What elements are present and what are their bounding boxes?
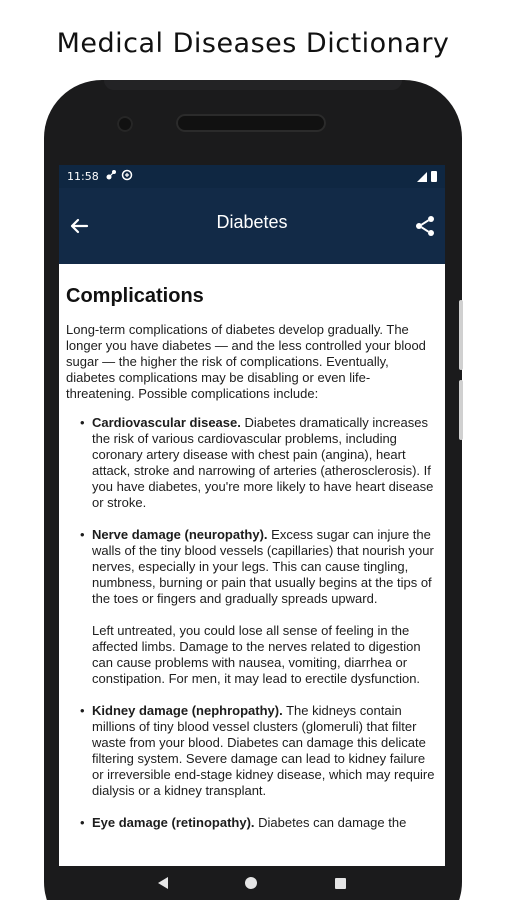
list-item-term: Cardiovascular disease. xyxy=(92,415,241,430)
list-item-text: Diabetes dramatically increases the risk of various cardiovascular problems, including coronary artery disease with chest pain (angina), heart attack, stroke and narrowing of arteries (atherosclerosis). If you have diabetes, you're more likely to have heart disease or stroke. xyxy=(92,415,434,510)
list-item-term: Nerve damage (neuropathy). xyxy=(92,527,268,542)
phone-bezel-highlight xyxy=(104,80,402,90)
complications-list xyxy=(66,415,437,831)
list-item xyxy=(92,527,437,687)
app-bar xyxy=(59,188,445,264)
list-item-extra: Left untreated, you could lose all sense of feeling in the affected limbs. Damage to the nerves related to digestion can cause problems with nausea, vomiting, diarrhea or constipation. For men, it may lead to erectile dysfunction. xyxy=(92,623,421,686)
list-item-text: Diabetes can damage the xyxy=(254,815,407,830)
list-item xyxy=(92,415,437,511)
system-nav-bar xyxy=(59,866,445,900)
status-time: 11:58 xyxy=(67,170,99,183)
list-item-term: Kidney damage (nephropathy). xyxy=(92,703,283,718)
phone-screen xyxy=(59,165,445,900)
list-item xyxy=(92,703,437,799)
list-item-term: Eye damage (retinopathy). xyxy=(92,815,255,830)
volume-button xyxy=(459,300,463,370)
earpiece-speaker xyxy=(176,114,326,132)
status-right-icons xyxy=(417,171,437,182)
article-content[interactable] xyxy=(59,264,445,866)
notification-icon xyxy=(105,169,117,184)
nav-home-icon[interactable] xyxy=(245,877,257,889)
nav-back-icon[interactable] xyxy=(158,877,168,889)
share-icon[interactable] xyxy=(413,214,437,238)
list-item-text: The kidneys contain millions of tiny blood vessel clusters (glomeruli) that filter waste from your blood. Diabetes can damage this delicate filtering system. Severe damage can lead to kidney failure or irreversible end-stage kidney disease, which may require dialysis or a kidney transplant. xyxy=(92,703,435,798)
list-item xyxy=(92,815,437,831)
battery-icon xyxy=(431,171,437,182)
signal-icon xyxy=(417,172,427,182)
section-heading: Complications xyxy=(66,285,204,307)
page-title: Diabetes xyxy=(216,212,288,232)
status-bar xyxy=(59,165,445,188)
power-button xyxy=(459,380,463,440)
front-camera-icon xyxy=(117,116,133,132)
intro-paragraph: Long-term complications of diabetes develop gradually. The longer you have diabetes — and the less controlled your blood sugar — the higher the risk of complications. Eventually, diabetes complications may be disabling or even life-threatening. Possible complications include: xyxy=(66,322,426,401)
promo-title: Medical Diseases Dictionary xyxy=(56,28,450,59)
data-saver-icon xyxy=(121,169,133,184)
list-item-text: Excess sugar can injure the walls of the tiny blood vessels (capillaries) that nourish your nerves, especially in your legs. This can cause tingling, numbness, burning or pain that usually begins at the tips of the toes or fingers and gradually spreads upward. xyxy=(92,527,434,606)
nav-recents-icon[interactable] xyxy=(335,878,346,889)
